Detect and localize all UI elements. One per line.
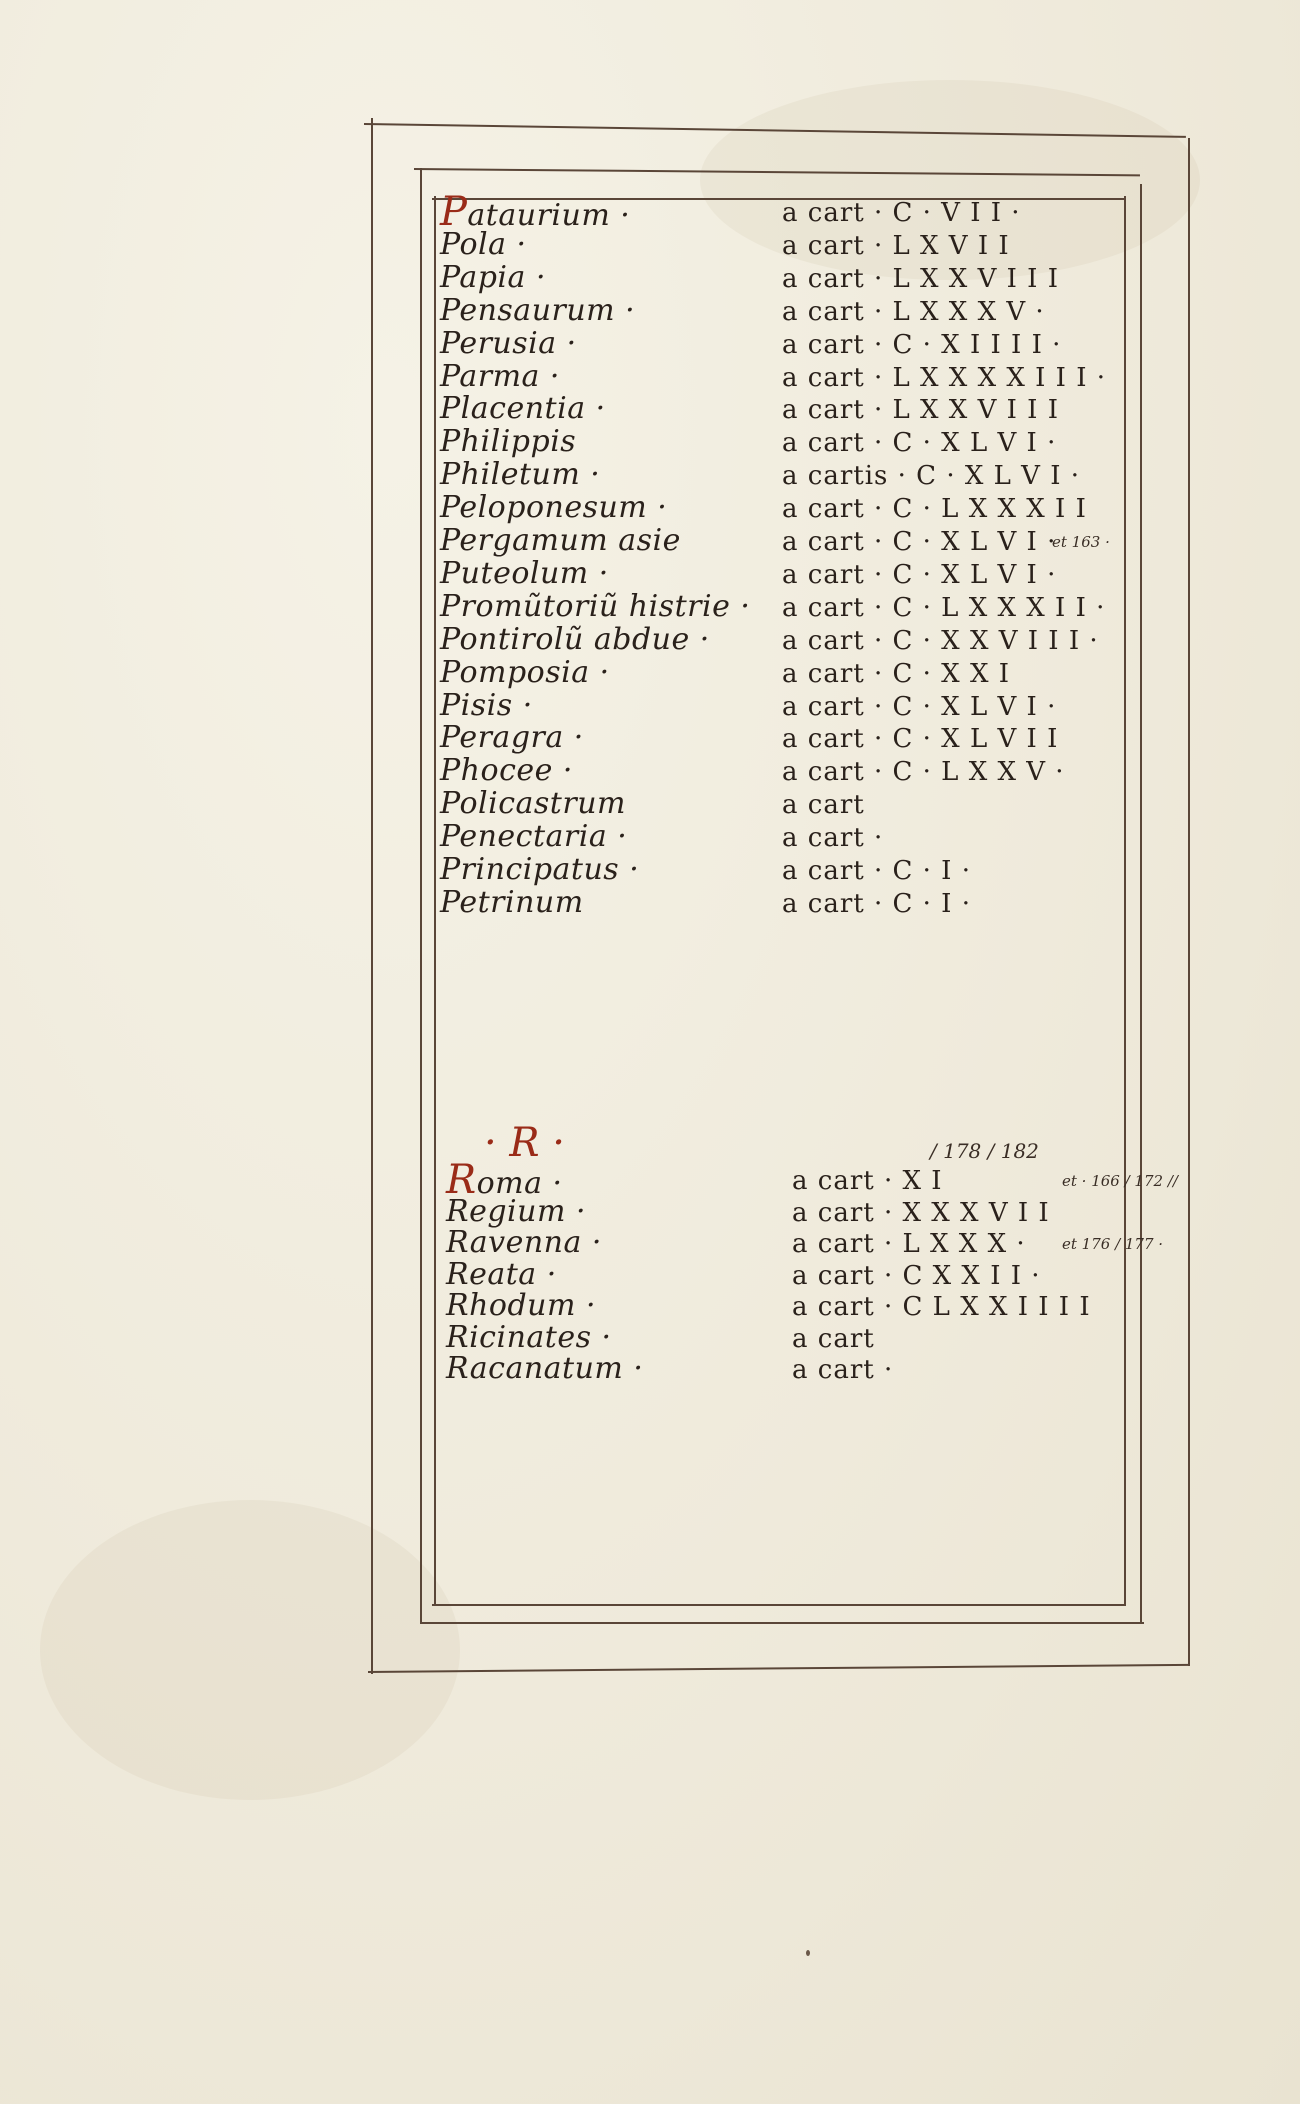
entry-reference: a cart [792, 1323, 875, 1354]
entry-name: Philippis [440, 424, 577, 460]
entry-reference: a cart [782, 790, 865, 821]
entry-name: Penectaria · [440, 819, 628, 855]
ink-dot [806, 1950, 810, 1956]
entry-name: Pomposia · [440, 654, 610, 690]
entry-reference: a cart · C · X L V I · [782, 691, 1057, 722]
entry-name: Racanatum · [446, 1351, 644, 1386]
parchment-stain [40, 1500, 460, 1800]
entry-marginal-note: et · 166 / 172 // [1062, 1172, 1178, 1190]
entry-reference: a cart · L X X X V · [782, 296, 1045, 327]
entry-name: Peragra · [440, 720, 584, 756]
entry-reference: a cart · C · L X X V · [782, 757, 1065, 788]
entry-reference: a cart · C · I · [782, 888, 971, 919]
entry-reference: a cart · [792, 1355, 894, 1385]
entry-name: Phocee · [440, 753, 573, 789]
entry-reference: a cart · C · X L V I · [782, 428, 1057, 459]
entry-name: Parma · [440, 358, 560, 394]
frame-bottom-inner2 [432, 1604, 1126, 1606]
entry-name: Regium · [446, 1193, 586, 1229]
frame-left-inner [420, 168, 422, 1624]
section-r-heading: · R · [484, 1120, 565, 1166]
entry-reference: a cartis · C · X L V I · [782, 461, 1080, 492]
entry-reference: a cart · C · X I I I I · [782, 329, 1062, 360]
entry-reference: a cart · C · L X X X I I · [782, 592, 1106, 623]
entry-name: Petrinum [440, 884, 584, 920]
entry-name: Promũtoriũ histrie · [440, 588, 751, 624]
section-r-top-note: / 178 / 182 [930, 1139, 1039, 1163]
entry-reference: a cart · C X X I I · [792, 1260, 1041, 1291]
entry-name: Policastrum [440, 786, 626, 822]
entry-name: Puteolum · [440, 555, 609, 591]
entry-name: Rhodum · [446, 1288, 597, 1323]
entry-marginal-note: et 176 / 177 · [1062, 1235, 1164, 1253]
entry-reference: a cart · C · I · [782, 856, 971, 886]
entry-name: Reata · [446, 1256, 557, 1292]
entry-name: Principatus · [440, 852, 640, 887]
entry-name: Pisis · [440, 687, 533, 723]
entry-name: Ricinates · [446, 1319, 612, 1355]
entry-reference: a cart · L X V I I [782, 230, 1010, 261]
rubric-initial: R [446, 1157, 477, 1203]
entry-name: Pontirolũ abdue · [440, 621, 710, 657]
frame-left-inner2 [434, 196, 436, 1606]
frame-bottom-inner [420, 1622, 1144, 1624]
entry-reference: a cart · L X X V I I I [782, 395, 1059, 426]
entry-reference: a cart · L X X X X I I I · [782, 362, 1106, 393]
rubric-initial: P [440, 189, 468, 235]
frame-bottom-outer [368, 1664, 1190, 1673]
entry-reference: a cart · X X X V I I [792, 1197, 1050, 1228]
entry-marginal-note: et 163 · [1052, 533, 1110, 551]
entry-name: Ravenna · [446, 1225, 602, 1260]
entry-name: Peloponesum · [440, 490, 668, 526]
entry-reference: a cart · C L X X I I I I [792, 1292, 1091, 1322]
entry-reference: a cart · C · X X V I I I · [782, 625, 1099, 656]
frame-right-inner [1140, 184, 1142, 1624]
entry-reference: a cart · [782, 823, 884, 854]
entry-reference: a cart · C · V I I · [782, 198, 1021, 228]
entry-reference: a cart · C · X L V I I [782, 724, 1059, 755]
entry-name: Pergamum asie [440, 523, 681, 558]
entry-name: Pensaurum · [440, 292, 636, 328]
entry-reference: a cart · X I [792, 1166, 943, 1196]
entry-name: Placentia · [440, 391, 606, 427]
entry-reference: a cart · C · X X I [782, 658, 1011, 689]
entry-reference: a cart · C · X L V I · [782, 559, 1057, 590]
entry-name: Pola · [440, 226, 527, 262]
entry-reference: a cart · C · L X X X I I [782, 494, 1087, 525]
entry-name: Philetum · [440, 457, 601, 493]
entry-reference: a cart · L X X V I I I [782, 263, 1059, 294]
entry-name: Perusia · [440, 325, 577, 361]
entry-name: Papia · [440, 259, 546, 295]
entry-name-rest: oma · [476, 1166, 563, 1201]
frame-right-inner2 [1124, 196, 1126, 1606]
entry-reference: a cart · L X X X · [792, 1229, 1026, 1259]
entry-name-rest: ataurium · [467, 198, 631, 233]
entry-reference: a cart · C · X L V I · [782, 527, 1057, 557]
frame-right-outer [1188, 138, 1190, 1666]
frame-left-outer [371, 118, 373, 1674]
